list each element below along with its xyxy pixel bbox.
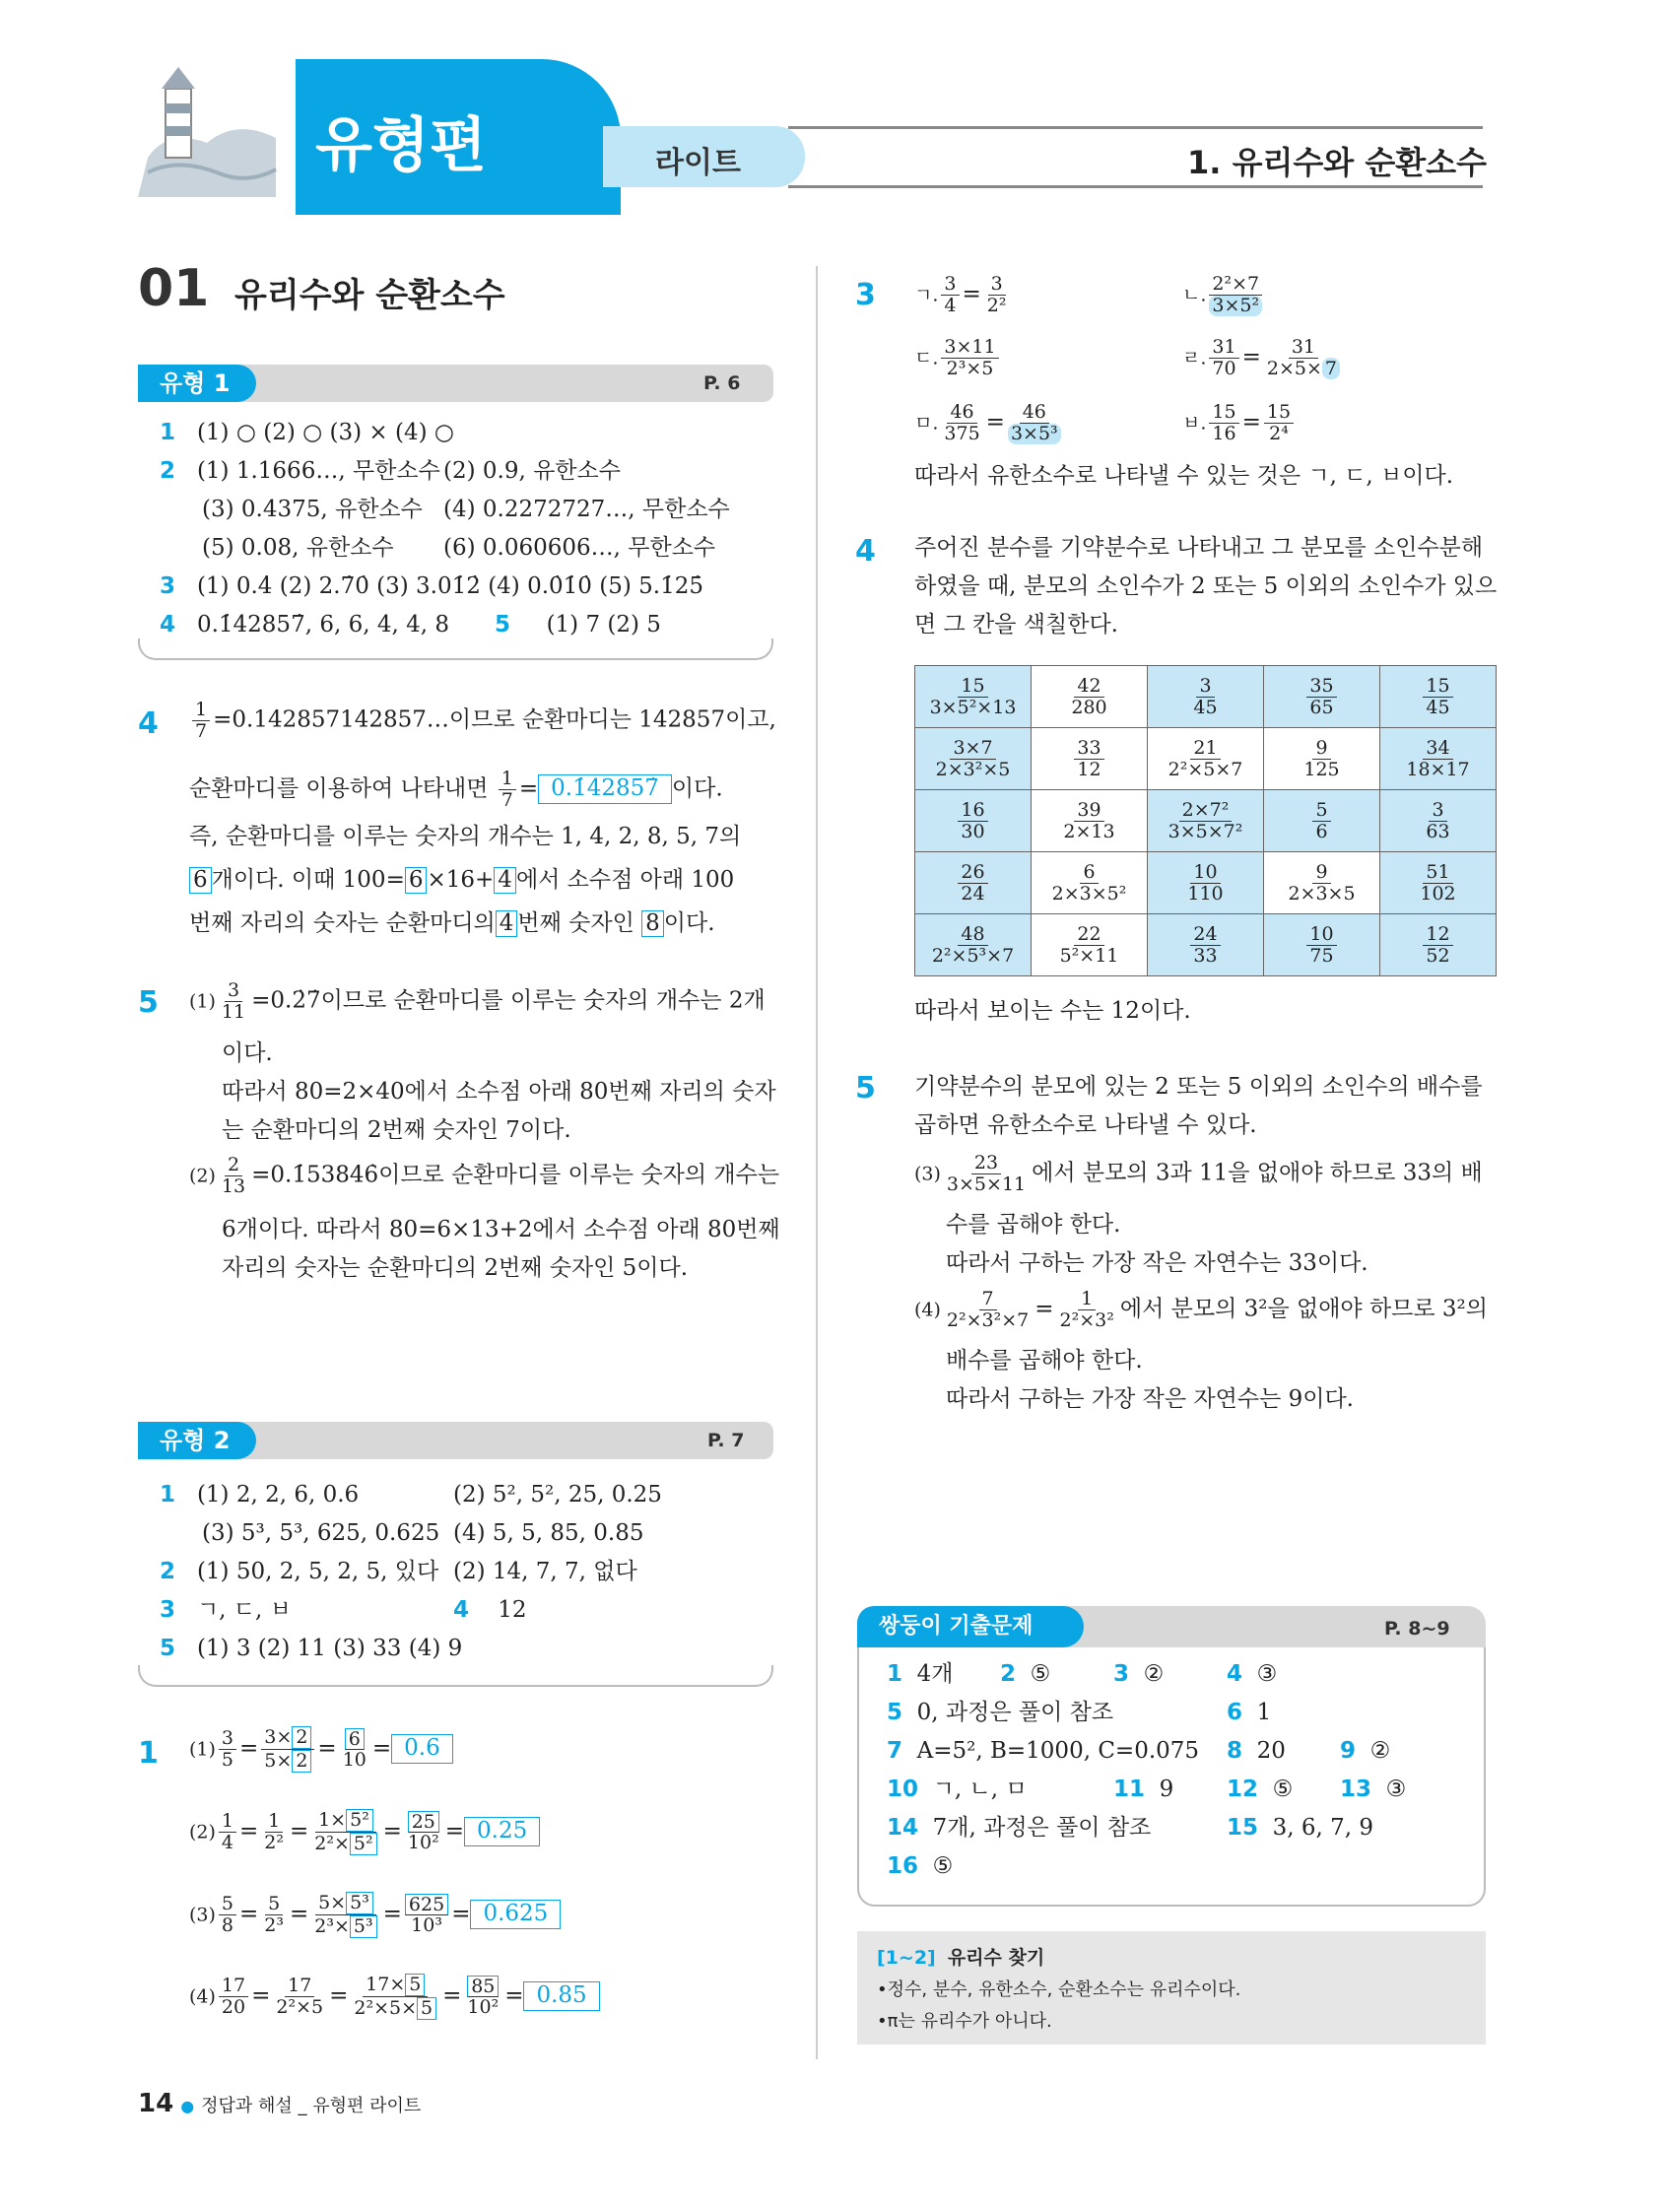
type1-row2b: (2) 0.9, 유한소수 <box>443 458 621 484</box>
type2-row3b: (2) 14, 7, 7, 없다 <box>453 1559 637 1584</box>
r3-number: 3 <box>855 278 876 312</box>
r4-grid-cell <box>1380 914 1497 976</box>
header-chapter: 1. 유리수와 순환소수 <box>1187 144 1487 181</box>
r4-grid-denominator: 75 <box>1309 944 1334 967</box>
twins-item-answer: ③ <box>1371 1776 1407 1802</box>
footer-text: 정답과 해설 _ 유형편 라이트 <box>201 2096 422 2116</box>
r4-grid-numerator: 51 <box>1423 862 1452 884</box>
r4-grid-fraction <box>1184 862 1226 905</box>
twins-item-answer: ⑤ <box>1016 1661 1051 1687</box>
sol5-line1: (1) $\frac{3}{11}$ =0.2̇7̇이므로 순환마디를 이루는 숫자의 개수는 2개 <box>189 979 766 1023</box>
sol5-line5: (2) $\frac{2}{13}$ =0.1̇53846̇이므로 순환마디를 이루는 숫자의 개수는 <box>189 1154 780 1197</box>
r4-grid-denominator: 52 <box>1426 944 1450 967</box>
sol5-line4: 는 순환마디의 2번째 숫자인 7이다. <box>222 1117 571 1143</box>
r4-grid-numerator: 21 <box>1190 738 1220 760</box>
r4-grid-denominator: 280 <box>1071 696 1107 718</box>
r4-grid-fraction <box>927 676 1020 718</box>
r5-line7: 배수를 곱해야 한다. <box>946 1348 1143 1374</box>
r4-grid-numerator: 10 <box>1306 924 1336 946</box>
sol4-number: 4 <box>138 706 159 741</box>
r3-b: ㄴ. $\frac{\text{2²×7}}{\text{3×5²}}$ <box>1182 274 1265 316</box>
twins-item-answer: 4개 <box>902 1661 954 1687</box>
twins-item-number: 15 <box>1227 1815 1259 1841</box>
type2-row1: 1 (1) 2, 2, 6, 0.6 <box>160 1482 360 1508</box>
twins-item <box>1340 1740 1390 1763</box>
r4-grid-denominator: 30 <box>961 820 985 842</box>
twins-item <box>887 1740 1199 1763</box>
r4-grid-cell <box>1380 790 1497 852</box>
r5-line5: 따라서 구하는 가장 작은 자연수는 33이다. <box>946 1250 1368 1276</box>
r4-grid-denominator: 18×17 <box>1406 758 1470 780</box>
twins-item <box>1113 1663 1164 1686</box>
r4-grid-cell <box>1380 728 1497 790</box>
r4-grid-fraction <box>1057 924 1122 967</box>
r4-grid-numerator: 3 <box>1429 800 1446 822</box>
header-badge: 유형편 <box>315 111 487 180</box>
sol1-eq3: (3) $\frac{5}{8}$ = $\frac{5}{\text{2³}}$ = $\frac{\text{5× 5³}}{\text{2³× 5³}}$ = $\frac{625}{\text{10³}}$ = 0.625 <box>189 1892 561 1938</box>
r4-grid-denominator: 2×3×5 <box>1288 882 1356 905</box>
footer-page: 14 <box>138 2089 174 2118</box>
r4-grid-cell <box>1148 728 1264 790</box>
type1-row6: 4 0.1̇42857̇, 6, 6, 4, 4, 8 <box>160 612 449 637</box>
r5-line8: 따라서 구하는 가장 작은 자연수는 9이다. <box>946 1386 1354 1412</box>
r4-grid-fraction <box>958 862 987 905</box>
r4-grid-fraction <box>1166 800 1246 842</box>
r4-grid-numerator: 35 <box>1306 676 1336 698</box>
r4-grid-cell <box>1148 790 1264 852</box>
sol1-eq1: (1) $\frac{3}{5}$ = $\frac{3\times 2}{5\times 2}$ = $\frac{6}{10}$ = 0.6 <box>189 1726 453 1773</box>
twins-item-answer: ⑤ <box>918 1853 954 1879</box>
twins-item <box>1000 1663 1050 1686</box>
type1-row5: 3 (1) 0.4̇ (2) 2.7̇0̇ (3) 3.01̇2̇ (4) 0.0̇1̇0̇ (5) 5.1̇25̇ <box>160 573 703 599</box>
twins-item <box>887 1817 1151 1840</box>
r4-grid-denominator: 3×5×7² <box>1168 820 1243 842</box>
twins-item <box>887 1663 954 1686</box>
r4-grid-cell <box>1032 914 1148 976</box>
twins-item <box>1113 1778 1173 1801</box>
twins-item-number: 7 <box>887 1738 903 1764</box>
r4-grid-cell <box>1380 666 1497 728</box>
r4-grid-cell <box>1264 852 1380 914</box>
twins-item <box>1340 1778 1406 1801</box>
sol1-number: 1 <box>138 1736 159 1771</box>
r4-grid-row <box>915 666 1497 728</box>
sol4-line2: 순환마디를 이용하여 나타내면 $\frac{1}{7}$ = 0.1̇42857̇ 이다. <box>189 768 723 811</box>
twins-item-answer: ② <box>1129 1661 1165 1687</box>
sol5-number: 5 <box>138 985 159 1020</box>
r4-grid-numerator: 26 <box>958 862 987 884</box>
type2-row2b: (4) 5, 5, 85, 0.85 <box>453 1520 644 1546</box>
twins-item-answer: 0, 과정은 풀이 참조 <box>902 1700 1114 1725</box>
r4-grid-fraction <box>1423 924 1452 967</box>
r4-grid-numerator: 9 <box>1312 862 1330 884</box>
r4-grid-row <box>915 728 1497 790</box>
r4-grid-fraction <box>1306 676 1336 718</box>
r3-f: ㅂ. $\frac{15}{16}$ = $\frac{15}{\text{2⁴}}$ <box>1182 402 1297 444</box>
r4-grid-denominator: 2×3²×5 <box>935 758 1011 780</box>
twins-item-answer: 20 <box>1242 1738 1286 1764</box>
twins-item-number: 13 <box>1340 1776 1372 1802</box>
r4-grid-numerator: 9 <box>1312 738 1330 760</box>
r4-grid-denominator: 110 <box>1187 882 1224 905</box>
r4-grid-denominator: 102 <box>1420 882 1456 905</box>
type1-row2: 2 (1) 1.1666…, 무한소수 <box>160 458 440 484</box>
r4-grid-fraction <box>1423 800 1452 842</box>
sol4-line4: 6 개이다. 이때 100= 6 ×16+ 4 에서 소수점 아래 100 <box>189 867 734 894</box>
type1-tab: 유형 1 <box>138 365 256 402</box>
type1-page: P. 6 <box>703 372 741 394</box>
r3-a: ㄱ. $\frac{3}{4}$ = $\frac{3}{\text{2²}}$ <box>914 273 1007 316</box>
r4-grid-numerator: 12 <box>1423 924 1452 946</box>
twins-item-answer: ② <box>1356 1738 1391 1764</box>
section-title: 유리수와 순환소수 <box>234 276 505 315</box>
r4-grid <box>914 665 1497 976</box>
r4-grid-fraction <box>1166 738 1246 780</box>
r4-grid-cell <box>915 852 1032 914</box>
twins-item-number: 10 <box>887 1776 919 1802</box>
r4-conclusion: 따라서 보이는 수는 12이다. <box>914 998 1191 1024</box>
r4-grid-denominator: 65 <box>1309 696 1334 718</box>
type1-row3b: (4) 0.2272727…, 무한소수 <box>443 497 730 522</box>
r4-grid-cell <box>1380 852 1497 914</box>
r4-line1: 주어진 분수를 기약분수로 나타내고 그 분모를 소인수분해 <box>914 535 1484 561</box>
twins-item-number: 11 <box>1113 1776 1146 1802</box>
type1-row6b: 5 (1) 7 (2) 5 <box>495 612 661 637</box>
r4-grid-cell <box>915 728 1032 790</box>
r4-line3: 면 그 칸을 색칠한다. <box>914 612 1118 637</box>
r4-grid-fraction <box>1049 862 1130 905</box>
r4-grid-cell <box>1264 666 1380 728</box>
r4-grid-denominator: 5²×11 <box>1059 944 1119 967</box>
note-title: [1~2] 유리수 찾기 <box>877 1947 1045 1969</box>
r5-line3: (3) $\frac{23}{3\times 5\times 11}$ 에서 분모의 3과 11을 없애야 하므로 33의 배 <box>914 1152 1483 1195</box>
r4-line2: 하였을 때, 분모의 소인수가 2 또는 5 이외의 소인수가 있으 <box>914 573 1498 599</box>
header-rule-bottom <box>788 185 1483 188</box>
twins-item-number: 9 <box>1340 1738 1357 1764</box>
sol5-line7: 자리의 숫자는 순환마디의 2번째 숫자인 5이다. <box>222 1255 689 1281</box>
twins-item-number: 4 <box>1227 1661 1243 1687</box>
r5-line1: 기약분수의 분모에 있는 2 또는 5 이외의 소인수의 배수를 <box>914 1074 1483 1100</box>
type2-row2a: (3) 5³, 5³, 625, 0.625 <box>202 1520 440 1546</box>
column-divider <box>816 266 818 2059</box>
footer-dot: ● <box>180 2097 195 2115</box>
r4-grid-fraction <box>1190 676 1220 718</box>
r4-grid-numerator: 3 <box>1196 676 1214 698</box>
r4-grid-numerator: 22 <box>1074 924 1103 946</box>
twins-item-number: 14 <box>887 1815 919 1841</box>
twins-item-number: 5 <box>887 1700 903 1725</box>
r4-grid-cell <box>1264 790 1380 852</box>
twins-item-answer: ㄱ, ㄴ, ㅁ <box>918 1776 1028 1802</box>
r4-grid-fraction <box>929 924 1017 967</box>
r4-grid-row <box>915 790 1497 852</box>
r4-number: 4 <box>855 534 876 569</box>
r5-line4: 수를 곱해야 한다. <box>946 1212 1121 1238</box>
r4-grid-cell <box>1264 914 1380 976</box>
r4-grid-denominator: 45 <box>1193 696 1218 718</box>
type1-box <box>138 638 773 660</box>
twins-item-answer: 9 <box>1145 1776 1174 1802</box>
r3-d: ㄹ. $\frac{31}{70}$ = $\frac{31}{2\times 5\times 7}$ <box>1182 337 1346 379</box>
r4-grid-fraction <box>958 800 987 842</box>
r5-line6: (4) $\frac{7}{\text{2²×3²×7}}$ = $\frac{1}{\text{2²×3²}}$ 에서 분모의 3²을 없애야 하므로 3²의 <box>914 1288 1488 1331</box>
r4-grid-denominator: 24 <box>961 882 985 905</box>
r4-grid-denominator: 2²×5³×7 <box>931 944 1015 967</box>
type1-row3a: (3) 0.4375, 유한소수 <box>202 497 423 522</box>
r4-grid-denominator: 2²×5×7 <box>1168 758 1243 780</box>
r4-grid-fraction <box>1417 862 1458 905</box>
r4-grid-fraction <box>1060 800 1117 842</box>
sol5-line6: 6개이다. 따라서 80=6×13+2에서 소수점 아래 80번째 <box>222 1217 780 1242</box>
r4-grid-fraction <box>1423 676 1452 718</box>
twins-item-answer: 1 <box>1242 1700 1272 1725</box>
twins-item-answer: A=5², B=1000, C=0.075 <box>902 1738 1200 1764</box>
sol1-eq4: (4) $\frac{17}{20}$ = $\frac{17}{\text{2²×5}}$ = $\frac{17\times 5}{\text{2²×5× 5}}$ = $\frac{85}{\text{10²}}$ = 0.85 <box>189 1974 600 2020</box>
type2-page: P. 7 <box>707 1430 745 1451</box>
twins-item-answer: 3, 6, 7, 9 <box>1258 1815 1374 1841</box>
type2-box <box>138 1665 773 1687</box>
r4-grid-numerator: 42 <box>1074 676 1103 698</box>
r4-grid-row <box>915 852 1497 914</box>
type2-row5: 5 (1) 3 (2) 11 (3) 33 (4) 9 <box>160 1636 463 1661</box>
header <box>0 59 1668 217</box>
twins-item-number: 12 <box>1227 1776 1259 1802</box>
r4-grid-fraction <box>1190 924 1220 967</box>
twins-item <box>887 1702 1113 1724</box>
r4-grid-denominator: 12 <box>1077 758 1101 780</box>
note-line2: •π는 유리수가 아니다. <box>877 2011 1052 2032</box>
twins-item-number: 8 <box>1227 1738 1243 1764</box>
type2-row1b: (2) 5², 5², 25, 0.25 <box>453 1482 662 1508</box>
r4-grid-fraction <box>1285 862 1358 905</box>
twins-item <box>1227 1778 1293 1801</box>
r4-grid-cell <box>1148 852 1264 914</box>
twins-item <box>1227 1663 1277 1686</box>
r4-grid-denominator: 2×13 <box>1063 820 1115 842</box>
type2-row4: 3 ㄱ, ㄷ, ㅂ <box>160 1597 292 1623</box>
r4-grid-denominator: 33 <box>1193 944 1218 967</box>
r4-grid-denominator: 6 <box>1315 820 1328 842</box>
r4-grid-cell <box>1264 728 1380 790</box>
r4-grid-denominator: 45 <box>1426 696 1450 718</box>
r4-grid-cell <box>1032 666 1148 728</box>
r4-grid-numerator: 15 <box>1423 676 1452 698</box>
r4-grid-denominator: 3×5²×13 <box>929 696 1017 718</box>
r4-grid-row <box>915 914 1497 976</box>
r4-grid-denominator: 2×3×5² <box>1051 882 1127 905</box>
r4-grid-numerator: 2×7² <box>1179 800 1233 822</box>
r4-grid-cell <box>1032 852 1148 914</box>
r4-grid-cell <box>915 666 1032 728</box>
r4-grid-numerator: 33 <box>1074 738 1103 760</box>
header-level: 라이트 <box>655 146 741 180</box>
twins-item-answer: 7개, 과정은 풀이 참조 <box>918 1815 1152 1841</box>
twins-item-answer: ③ <box>1242 1661 1278 1687</box>
sol5-line2: 이다. <box>222 1040 273 1066</box>
r3-conclusion: 따라서 유한소수로 나타낼 수 있는 것은 ㄱ, ㄷ, ㅂ이다. <box>914 463 1453 489</box>
type2-row4b: 4 12 <box>453 1597 527 1623</box>
r4-grid-fraction <box>1074 738 1103 780</box>
type2-row3: 2 (1) 50, 2, 5, 2, 5, 있다 <box>160 1559 439 1584</box>
twins-tab: 쌍둥이 기출문제 <box>857 1606 1084 1647</box>
r4-grid-numerator: 6 <box>1080 862 1098 884</box>
r4-grid-numerator: 16 <box>958 800 987 822</box>
r4-grid-fraction <box>1403 738 1472 780</box>
twins-item-number: 16 <box>887 1853 919 1879</box>
twins-item-number: 3 <box>1113 1661 1130 1687</box>
sol4-line5: 번째 자리의 숫자는 순환마디의 4 번째 숫자인 8 이다. <box>189 910 715 936</box>
twins-item-number: 6 <box>1227 1700 1243 1725</box>
r4-grid-cell <box>915 790 1032 852</box>
r4-grid-cell <box>915 914 1032 976</box>
sol5-line3: 따라서 80=2×40에서 소수점 아래 80번째 자리의 숫자 <box>222 1079 776 1105</box>
twins-item-number: 1 <box>887 1661 903 1687</box>
twins-item <box>887 1855 953 1878</box>
twins-item <box>887 1778 1028 1801</box>
twins-item <box>1227 1817 1373 1840</box>
r3-c: ㄷ. $\frac{3\times 11}{\text{2³×5}}$ <box>914 337 1002 379</box>
r4-grid-numerator: 5 <box>1312 800 1330 822</box>
r4-grid-numerator: 24 <box>1190 924 1220 946</box>
twins-item <box>1227 1702 1271 1724</box>
type1-row4a: (5) 0.08, 유한소수 <box>202 535 394 561</box>
r4-grid-fraction <box>1312 800 1330 842</box>
r4-grid-fraction <box>1301 738 1342 780</box>
r5-number: 5 <box>855 1071 876 1106</box>
r4-grid-denominator: 125 <box>1303 758 1340 780</box>
r4-grid-cell <box>1148 914 1264 976</box>
r4-grid-denominator: 63 <box>1426 820 1450 842</box>
twins-item <box>1227 1740 1286 1763</box>
r4-grid-numerator: 34 <box>1423 738 1452 760</box>
r4-grid-numerator: 15 <box>958 676 987 698</box>
r4-grid-numerator: 39 <box>1074 800 1103 822</box>
r4-grid-cell <box>1148 666 1264 728</box>
sol4-line3: 즉, 순환마디를 이루는 숫자의 개수는 1, 4, 2, 8, 5, 7의 <box>189 824 742 849</box>
r4-grid-numerator: 48 <box>958 924 987 946</box>
sol4-line1: $\frac{1}{7}$ =0.142857142857…이므로 순환마디는 142857이고, <box>189 700 776 742</box>
r4-grid-fraction <box>1306 924 1336 967</box>
note-line1: •정수, 분수, 유한소수, 순환소수는 유리수이다. <box>877 1979 1241 2000</box>
r4-grid-cell <box>1032 790 1148 852</box>
r4-grid-numerator: 10 <box>1190 862 1220 884</box>
twins-item-answer: ⑤ <box>1258 1776 1294 1802</box>
r4-grid-fraction <box>1068 676 1109 718</box>
type1-row1: 1 (1) ○ (2) ○ (3) × (4) ○ <box>160 420 454 445</box>
twins-item-number: 2 <box>1000 1661 1017 1687</box>
section-number: 01 <box>138 259 210 318</box>
sol1-eq2: (2) $\frac{1}{4}$ = $\frac{1}{\text{2²}}$ = $\frac{\text{1× 5²}}{\text{2²× 5²}}$ = $\frac{25}{\text{10²}}$ = 0.25 <box>189 1809 540 1855</box>
r3-e: ㅁ. $\frac{46}{375}$ = $\frac{46}{\text{3×5³}}$ <box>914 402 1064 444</box>
twins-page: P. 8~9 <box>1384 1618 1450 1640</box>
r4-grid-numerator: 3×7 <box>950 738 995 760</box>
type1-row4b: (6) 0.060606…, 무한소수 <box>443 535 716 561</box>
r5-line2: 곱하면 유한소수로 나타낼 수 있다. <box>914 1112 1257 1138</box>
r4-grid-fraction <box>933 738 1014 780</box>
footer <box>138 2089 421 2118</box>
r4-grid-cell <box>1032 728 1148 790</box>
type2-tab: 유형 2 <box>138 1422 256 1459</box>
header-rule-top <box>788 126 1483 129</box>
